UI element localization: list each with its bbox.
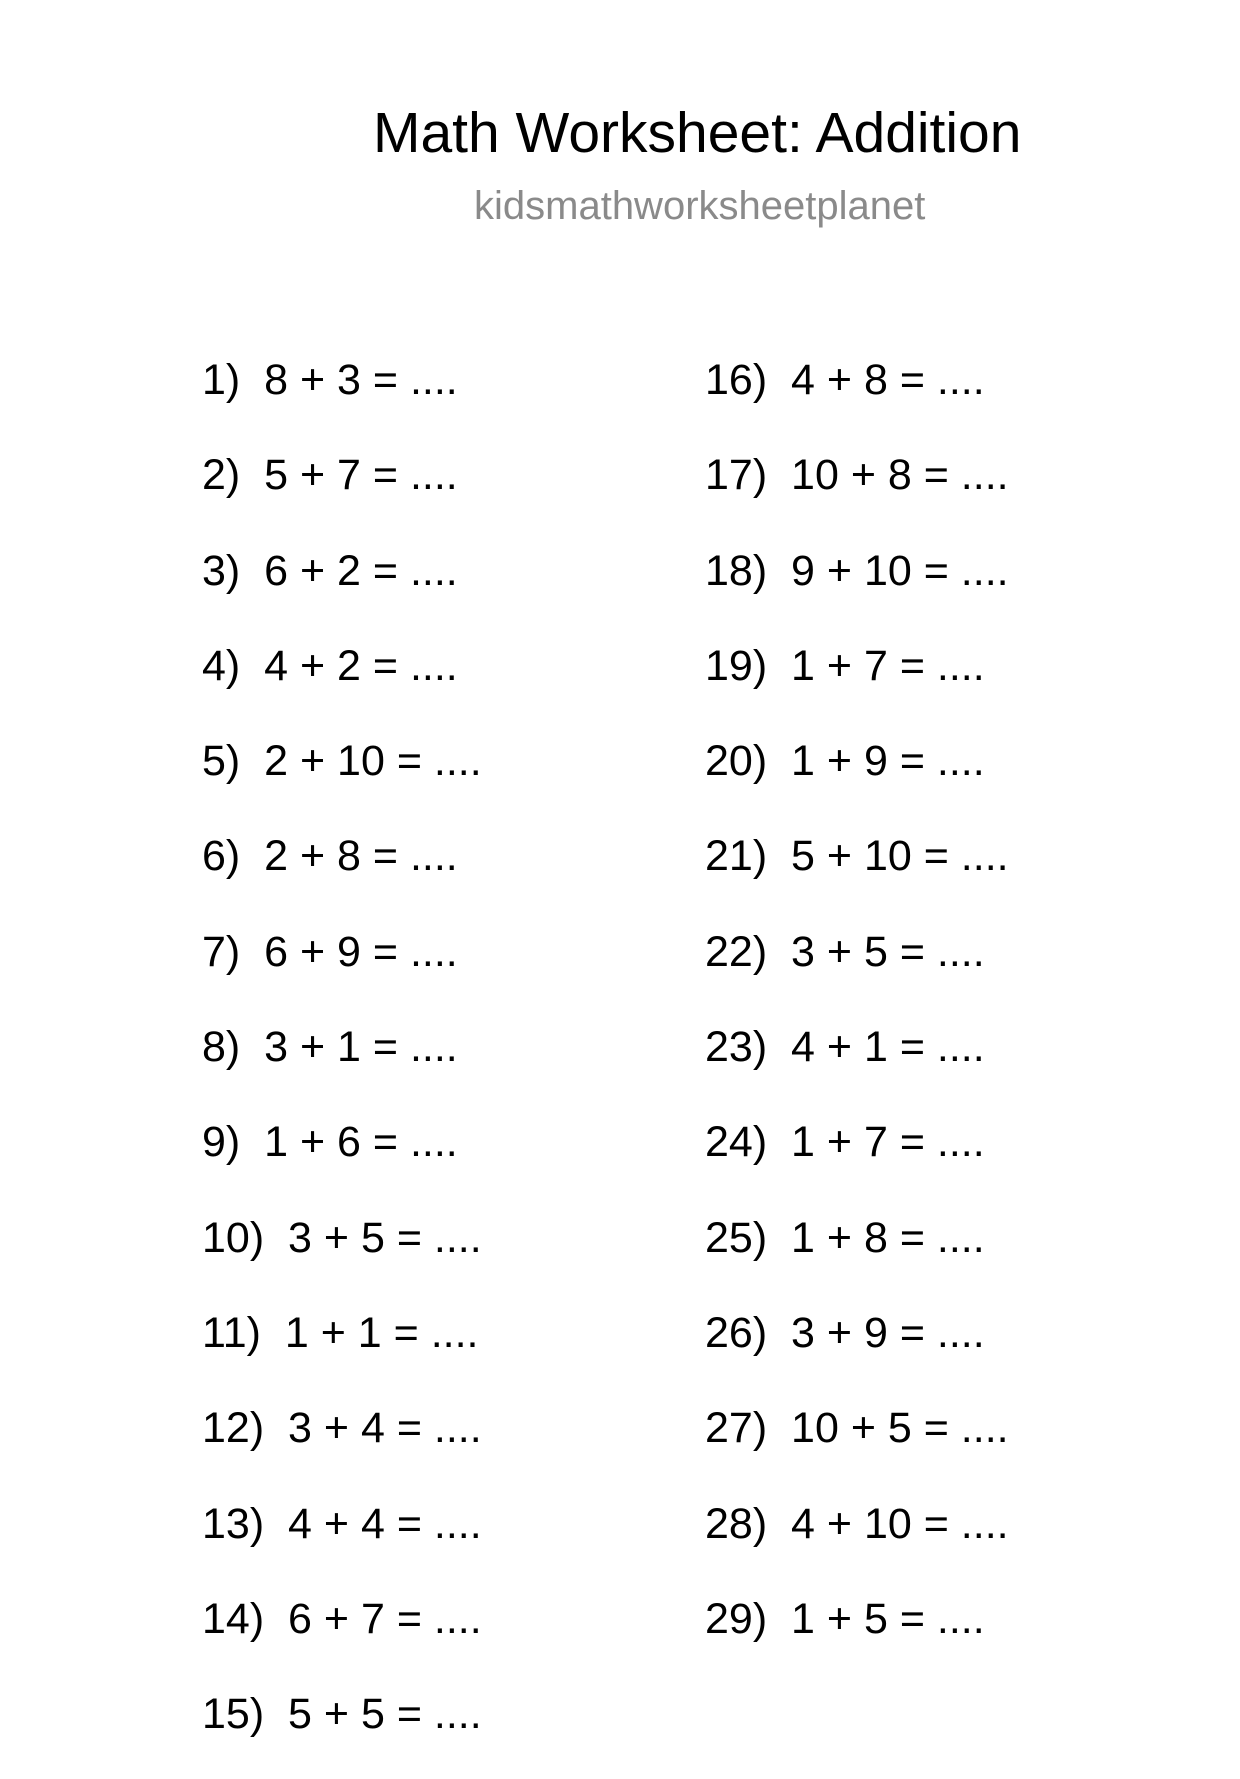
problem-column-left [202, 350, 482, 1779]
problem-item: 17) 10 + 8 = .... [705, 451, 1009, 500]
problem-item: 19) 1 + 7 = .... [705, 641, 985, 690]
problem-item: 12) 3 + 4 = .... [202, 1404, 482, 1453]
problem-item: 3) 6 + 2 = .... [202, 546, 458, 595]
problem-item: 6) 2 + 8 = .... [202, 832, 458, 881]
problem-item: 13) 4 + 4 = .... [202, 1499, 482, 1548]
problem-item: 10) 3 + 5 = .... [202, 1213, 482, 1262]
problem-item: 27) 10 + 5 = .... [705, 1404, 1009, 1453]
problem-item: 21) 5 + 10 = .... [705, 832, 1009, 881]
problem-item: 26) 3 + 9 = .... [705, 1308, 985, 1357]
problem-item: 5) 2 + 10 = .... [202, 737, 482, 786]
problem-item: 18) 9 + 10 = .... [705, 546, 1009, 595]
problem-item: 7) 6 + 9 = .... [202, 927, 458, 976]
problem-item: 23) 4 + 1 = .... [705, 1023, 985, 1072]
problem-item: 25) 1 + 8 = .... [705, 1213, 985, 1262]
problem-item: 2) 5 + 7 = .... [202, 451, 458, 500]
problem-item: 22) 3 + 5 = .... [705, 927, 985, 976]
site-name: kidsmathworksheetplanet [474, 184, 926, 228]
worksheet-title: Math Worksheet: Addition [373, 101, 1022, 165]
problem-item: 29) 1 + 5 = .... [705, 1594, 985, 1643]
problem-item: 16) 4 + 8 = .... [705, 356, 985, 404]
problem-item: 20) 1 + 9 = .... [705, 737, 985, 786]
problem-column-right [705, 350, 1009, 1684]
problem-item: 28) 4 + 10 = .... [705, 1499, 1009, 1548]
problem-item: 14) 6 + 7 = .... [202, 1594, 482, 1643]
problem-item: 9) 1 + 6 = .... [202, 1118, 458, 1167]
problem-item: 11) 1 + 1 = .... [202, 1308, 479, 1357]
problem-item: 1) 8 + 3 = .... [202, 356, 458, 404]
problem-item: 4) 4 + 2 = .... [202, 641, 458, 690]
problem-item: 8) 3 + 1 = .... [202, 1023, 458, 1072]
problem-item: 24) 1 + 7 = .... [705, 1118, 985, 1167]
problem-item: 15) 5 + 5 = .... [202, 1690, 482, 1739]
